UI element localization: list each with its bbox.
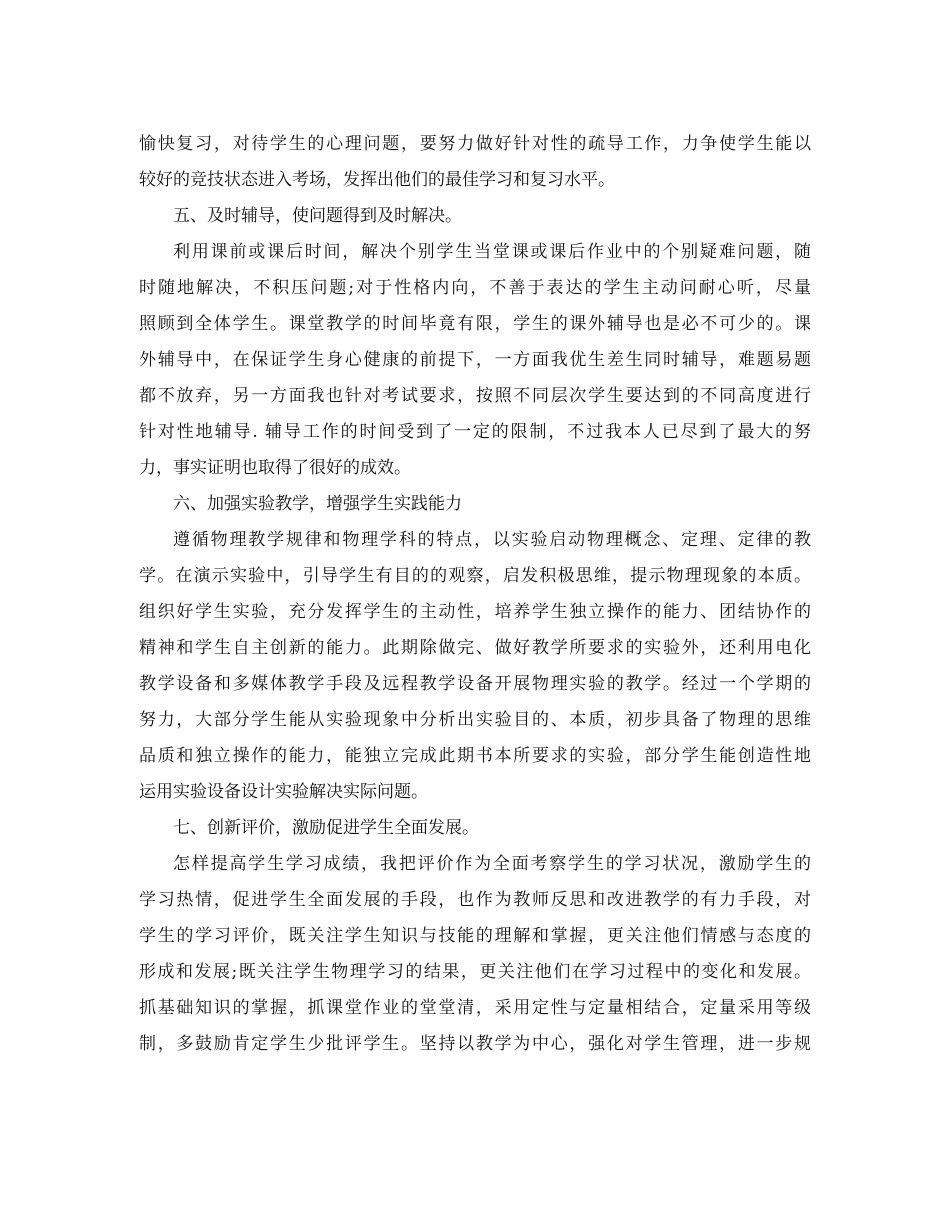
paragraph-line: 组织好学生实验，充分发挥学生的主动性，培养学生独立操作的能力、团结协作的 xyxy=(139,602,811,622)
paragraph-first-line: 遵循物理教学规律和物理学科的特点，以实验启动物理概念、定理、定律的教 xyxy=(173,530,811,550)
paragraph-first-line: 七、创新评价，激励促进学生全面发展。 xyxy=(173,818,479,838)
paragraph-line: 照顾到全体学生。课堂教学的时间毕竟有限，学生的课外辅导也是必不可少的。课 xyxy=(139,314,811,334)
paragraph-line: 精神和学生自主创新的能力。此期除做完、做好教学所要求的实验外，还利用电化 xyxy=(139,638,811,658)
document-body xyxy=(139,126,811,1062)
paragraph-line: 努力，大部分学生能从实验现象中分析出实验目的、本质，初步具备了物理的思维 xyxy=(139,710,811,730)
paragraph-first-line: 利用课前或课后时间，解决个别学生当堂课或课后作业中的个别疑难问题，随 xyxy=(173,242,811,262)
paragraph-line: 都不放弃，另一方面我也针对考试要求，按照不同层次学生要达到的不同高度进行 xyxy=(139,386,811,406)
paragraph-line: 教学设备和多媒体教学手段及远程教学设备开展物理实验的教学。经过一个学期的 xyxy=(139,674,811,694)
paragraph-line: 愉快复习，对待学生的心理问题，要努力做好针对性的疏导工作，力争使学生能以 xyxy=(139,134,811,154)
paragraph-first-line: 五、及时辅导，使问题得到及时解决。 xyxy=(173,206,462,226)
paragraph-line: 运用实验设备设计实验解决实际问题。 xyxy=(139,782,428,802)
paragraph-line: 学。在演示实验中，引导学生有目的的观察，启发积极思维，提示物理现象的本质。 xyxy=(139,566,811,586)
paragraph-first-line: 六、加强实验教学，增强学生实践能力 xyxy=(173,494,462,514)
paragraph-line: 较好的竞技状态进入考场，发挥出他们的最佳学习和复习水平。 xyxy=(139,170,615,190)
paragraph-line: 学生的学习评价，既关注学生知识与技能的理解和掌握，更关注他们情感与态度的 xyxy=(139,926,811,946)
paragraph-line: 学习热情，促进学生全面发展的手段，也作为教师反思和改进教学的有力手段，对 xyxy=(139,890,811,910)
paragraph-line: 品质和独立操作的能力，能独立完成此期书本所要求的实验，部分学生能创造性地 xyxy=(139,746,811,766)
paragraph-line: 形成和发展;既关注学生物理学习的结果，更关注他们在学习过程中的变化和发展。 xyxy=(139,962,811,982)
paragraph-line: 力，事实证明也取得了很好的成效。 xyxy=(139,458,411,478)
paragraph-line: 时随地解决，不积压问题;对于性格内向，不善于表达的学生主动问耐心听，尽量 xyxy=(139,278,811,298)
paragraph-first-line: 怎样提高学生学习成绩，我把评价作为全面考察学生的学习状况，激励学生的 xyxy=(173,854,811,874)
paragraph-line: 针对性地辅导. 辅导工作的时间受到了一定的限制，不过我本人已尽到了最大的努 xyxy=(139,422,811,442)
paragraph-line: 外辅导中，在保证学生身心健康的前提下，一方面我优生差生同时辅导，难题易题 xyxy=(139,350,811,370)
paragraph-line: 抓基础知识的掌握，抓课堂作业的堂堂清，采用定性与定量相结合，定量采用等级 xyxy=(139,998,811,1018)
paragraph-line: 制，多鼓励肯定学生少批评学生。坚持以教学为中心，强化对学生管理，进一步规 xyxy=(139,1034,811,1054)
